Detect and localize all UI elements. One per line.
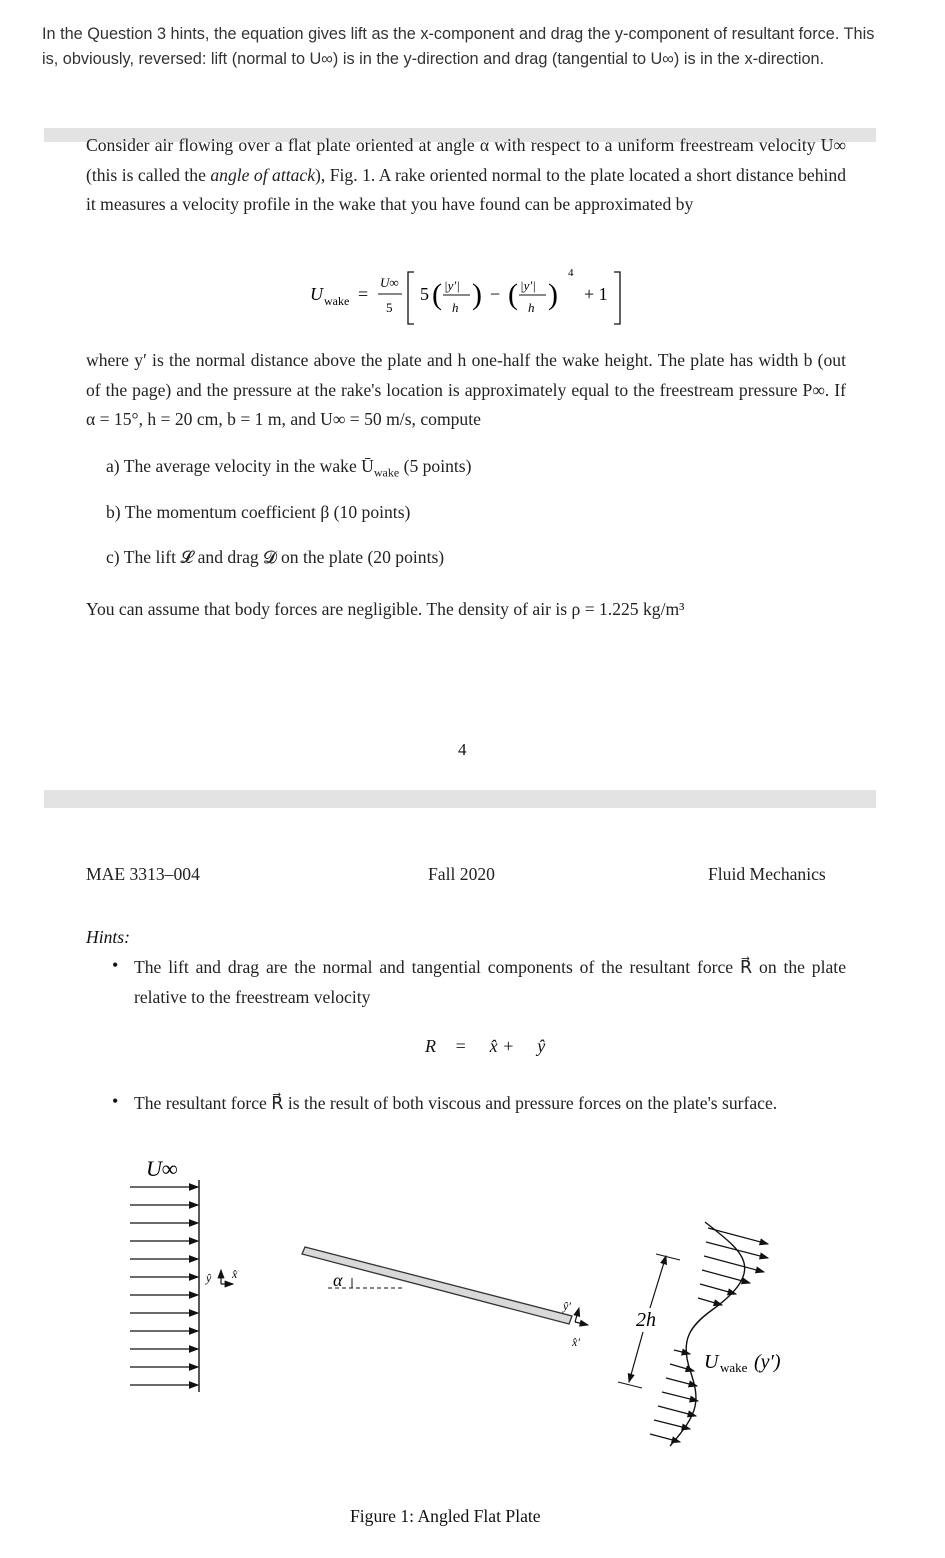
eq-ratio-den-1: h [452,300,459,315]
wake-label-arg: (y′) [754,1351,781,1373]
page-separator [44,790,876,808]
header-subject: Fluid Mechanics [708,864,826,884]
eq-frac-den: 5 [386,300,393,315]
wake-velocity-equation [300,262,640,330]
svg-text:x̂: x̂ [232,1267,238,1281]
svg-text:): ) [548,278,558,311]
eq-lhs-sub: wake [324,294,350,308]
svg-text:(: ( [508,278,518,311]
resultant-force-equation: R⃗ = 𝓓 x̂ + 𝓛 ŷ [425,1036,546,1056]
wake-height-label: 2h [636,1309,656,1331]
header-course: MAE 3313–004 [86,864,200,884]
eq-coef: 5 [420,284,429,304]
assumption-text: You can assume that body forces are negligible. The density of air is ρ = 1.225 kg/m³ [86,599,685,619]
hint-bullet-1: The lift and drag are the normal and tangential components of the resultant force R⃗ on the plate relative to the freestream velocity [134,957,846,1007]
freestream-label: U∞ [146,1156,178,1181]
hints-title: Hints: [86,927,130,947]
eq-lhs-u: U [310,284,323,304]
flat-plate [302,1247,572,1324]
item-c: c) The lift 𝓛 and drag 𝓓 on the plate (20 points) [106,547,445,567]
problem-intro: Consider air flowing over a flat plate oriented at angle α with respect to a uniform freestream velocity U∞ (this is called the angle of attack), Fig. 1. A rake oriented normal to the plate located a short distance behind it measures a velocity profile in the wake that you have found can be approximated by [86,135,847,214]
emphasis-angle-of-attack: angle of attack [210,164,316,185]
bullet-2-marker: • [112,1091,119,1111]
freestream-arrows [130,1187,198,1385]
eq-minus: − [490,284,501,304]
hint-bullet-2: The resultant force R⃗ is the result of both viscous and pressure forces on the plate's surface. [134,1093,778,1113]
svg-text:(: ( [432,278,442,311]
item-a: a) The average velocity in the wake $Ū_{wake}$ (5 points) [106,456,472,480]
svg-text:): ) [472,278,482,311]
eq-frac-num: U∞ [380,275,399,290]
eq-equals: = [358,284,369,304]
angled-flat-plate-figure [0,1150,945,1500]
header-term: Fall 2020 [428,864,495,884]
figure-caption: Figure 1: Angled Flat Plate [350,1506,541,1526]
eq-exponent: 4 [568,267,574,279]
svg-text:ŷ: ŷ [206,1271,212,1285]
svg-text:ŷ′: ŷ′ [563,1299,571,1313]
item-b: b) The momentum coefficient β (10 points) [106,502,411,522]
wake-label-sub: wake [720,1360,748,1375]
eq-ratio-den-2: h [528,300,535,315]
plate-axes-icon [562,1299,588,1349]
angle-label: α [333,1270,343,1290]
bullet-1-marker: • [112,955,119,975]
eq-ratio-num-2: |y′| [520,278,536,293]
wake-label-u: U [704,1351,719,1373]
problem-where-text: where y′ is the normal distance above the plate and h one-half the wake height. The plate has width b (out of the page) and the pressure at the rake's location is approximately equal to the freestream pressure P∞. If α = 15°, h = 20 cm, b = 1 m, and U∞ = 50 m/s, compute [86,350,846,429]
eq-ratio-num-1: |y′| [444,278,460,293]
svg-text:x̂′: x̂′ [572,1335,580,1349]
page-number: 4 [458,740,467,759]
eq-plus-one: + 1 [584,284,608,304]
correction-note: In the Question 3 hints, the equation gives lift as the x-component and drag the y-component of resultant force. This is, obviously, reversed: lift (normal to U∞) is in the y-direction and drag (tangential to U∞) is in the x-direction. [42,25,875,68]
global-axes-icon [205,1267,238,1285]
wake-velocity-arrows [650,1228,768,1442]
